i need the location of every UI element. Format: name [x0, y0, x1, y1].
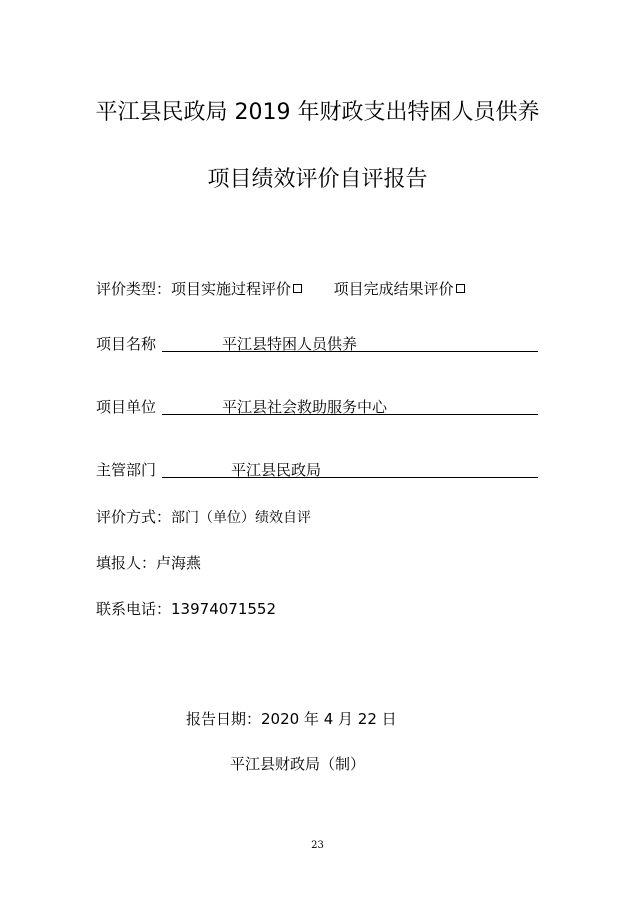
filler-row [96, 552, 201, 573]
eval-type-row [96, 278, 465, 299]
eval-method-label: 评价方式： [96, 508, 172, 526]
project-name-label: 项目名称 [96, 335, 157, 353]
phone-label: 联系电话： [96, 600, 172, 618]
project-unit-field [162, 396, 538, 415]
phone-row [96, 598, 276, 619]
supervising-dept-label: 主管部门 [96, 461, 157, 479]
process-eval-checkbox[interactable] [293, 284, 302, 293]
eval-type-label: 评价类型： [96, 280, 172, 298]
project-unit-label: 项目单位 [96, 398, 157, 416]
phone-value: 13974071552 [171, 600, 276, 618]
eval-type-option-result: 项目完成结果评价 [333, 280, 454, 298]
project-unit-value: 平江县社会救助服务中心 [222, 398, 388, 416]
project-name-value: 平江县特困人员供养 [222, 335, 358, 353]
report-date: 报告日期：2020 年 4 月 22 日 [186, 710, 397, 728]
filler-value: 卢海燕 [156, 554, 202, 572]
eval-type-option-process: 项目实施过程评价 [171, 280, 292, 298]
supervising-dept-field [162, 459, 538, 478]
result-eval-checkbox[interactable] [456, 284, 465, 293]
supervising-dept-value: 平江县民政局 [231, 461, 322, 479]
eval-method-row [96, 506, 311, 527]
page-number: 23 [311, 840, 324, 851]
issuer: 平江县财政局（制） [230, 755, 366, 773]
report-title-line1: 平江县民政局 2019 年财政支出特困人员供养 [95, 100, 540, 125]
eval-method-value: 部门（单位）绩效自评 [171, 510, 312, 526]
filler-label: 填报人： [96, 554, 157, 572]
project-name-field [162, 333, 538, 352]
report-title-line2: 项目绩效评价自评报告 [207, 167, 428, 192]
